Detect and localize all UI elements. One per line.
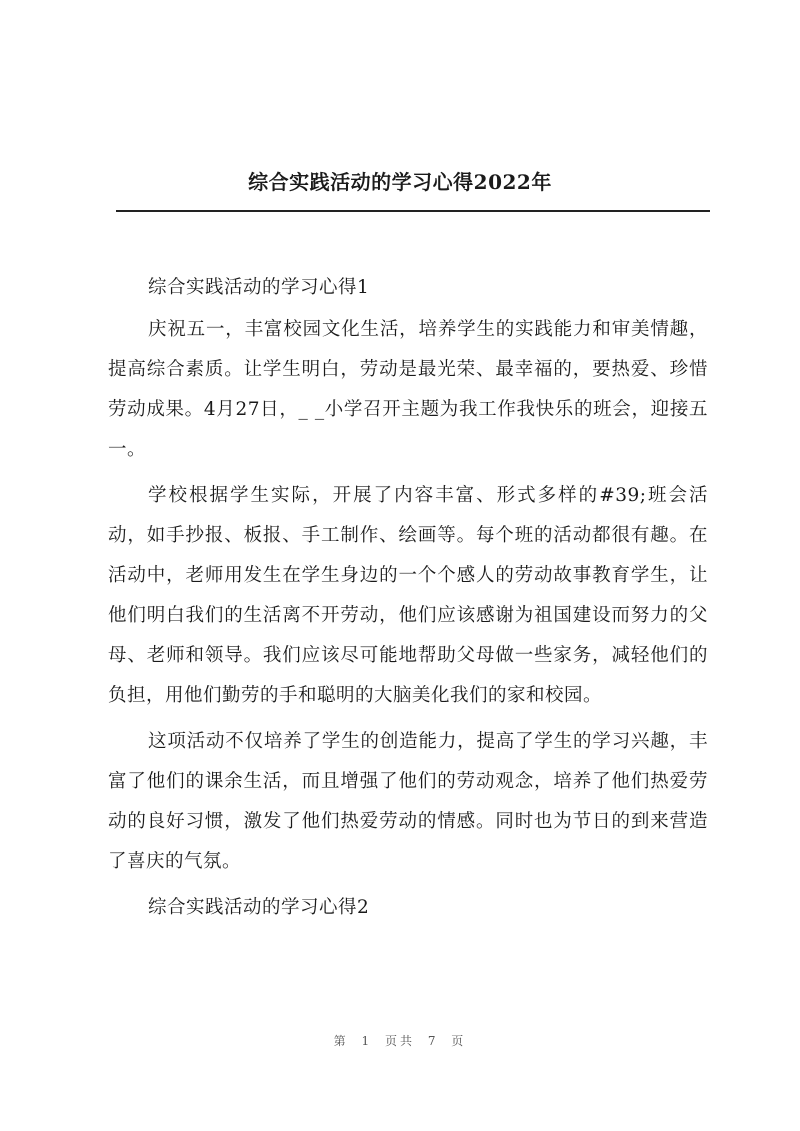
paragraph-1: 庆祝五一，丰富校园文化生活，培养学生的实践能力和审美情趣，提高综合素质。让学生明白，劳动是最光荣、最幸福的，要热爱、珍惜劳动成果。4月27日，_ _小学召开主题为我工作我快乐的班会，迎接五一。 [108,319,708,460]
footer-middle: 页共 [384,1034,415,1048]
document-body [108,268,708,930]
section-heading-1: 综合实践活动的学习心得1 [148,277,370,298]
page-footer [0,1032,800,1049]
paragraph-2: 学校根据学生实际，开展了内容丰富、形式多样的#39;班会活动，如手抄报、板报、手工制作、绘画等。每个班的活动都很有趣。在活动中，老师用发生在学生身边的一个个感人的劳动故事教育学生，让他们明白我们的生活离不开劳动，他们应该感谢为祖国建设而努力的父母、老师和领导。我们应该尽可能地帮助父母做一些家务，减轻他们的负担，用他们勤劳的手和聪明的大脑美化我们的家和校园。 [108,485,708,706]
title-underline [116,210,710,212]
section-heading-2: 综合实践活动的学习心得2 [148,897,370,918]
footer-current-page: 1 [361,1034,373,1048]
paragraph-3: 这项活动不仅培养了学生的创造能力，提高了学生的学习兴趣，丰富了他们的课余生活，而且增强了他们的劳动观念，培养了他们热爱劳动的良好习惯，激发了他们热爱劳动的情感。同时也为节日的到来营造了喜庆的气氛。 [108,731,708,872]
footer-total-pages: 7 [427,1034,439,1048]
footer-prefix: 第 [333,1034,349,1048]
document-title: 综合实践活动的学习心得2022年 [248,170,552,194]
footer-suffix: 页 [451,1034,467,1048]
